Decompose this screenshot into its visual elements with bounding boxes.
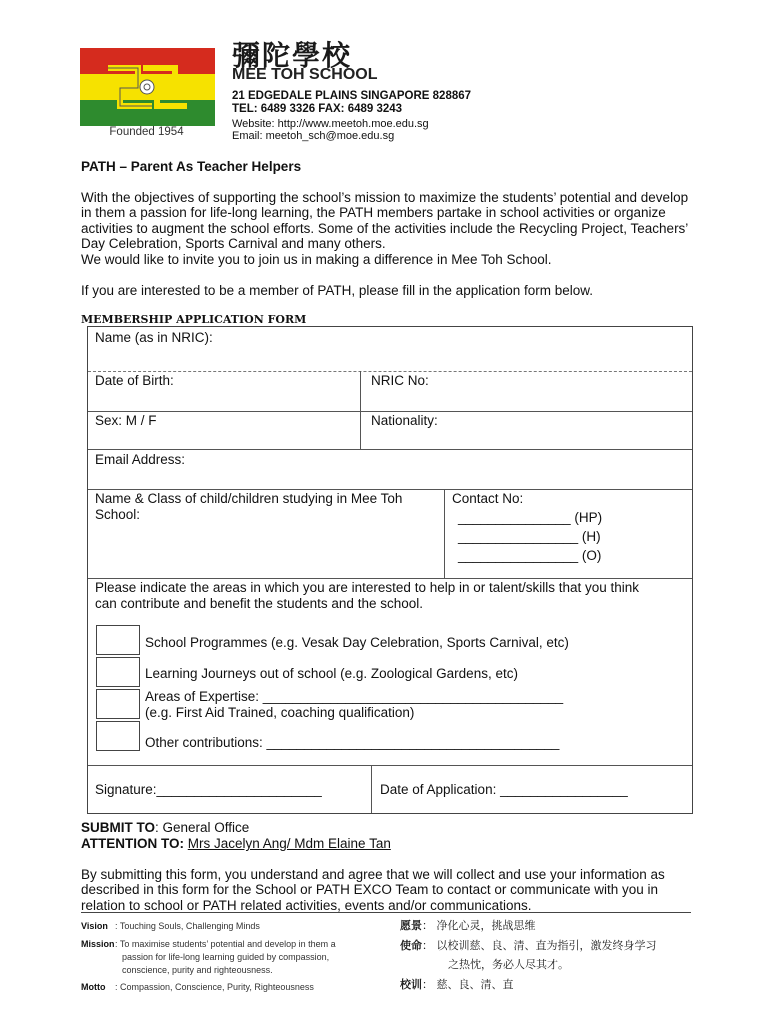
- option-checkbox-learning-journeys[interactable]: [96, 657, 140, 687]
- dob-field-label: Date of Birth:: [95, 373, 174, 388]
- attention-label: ATTENTION TO: [81, 836, 180, 851]
- membership-form: [87, 326, 693, 814]
- invite-text: We would like to invite you to join us in making a difference in Mee Toh School.: [81, 251, 552, 267]
- areas-prompt: Please indicate the areas in which you are interested to help in or talent/skills that you think: [95, 580, 640, 595]
- option-checkbox-expertise[interactable]: [96, 689, 140, 719]
- contact-home: ________________ (H): [458, 529, 601, 544]
- school-name-english: MEE TOH SCHOOL: [232, 66, 378, 83]
- cn-motto: 校训： 慈、良、清、直: [400, 978, 514, 991]
- cn-mission: 使命： 以校训慈、良、清、直为指引，激发终身学习: [400, 939, 657, 952]
- school-email: Email: meetoh_sch@moe.edu.sg: [232, 130, 395, 142]
- fill-in-instruction: If you are interested to be a member of PATH, please fill in the application form below.: [81, 283, 594, 298]
- motto-text: : Compassion, Conscience, Purity, Righteousness: [115, 982, 314, 992]
- email-field-label: Email Address:: [95, 452, 186, 467]
- school-address: 21 EDGEDALE PLAINS SINGAPORE 828867: [232, 90, 472, 102]
- attention-value: Mrs Jacelyn Ang/ Mdm Elaine Tan: [187, 836, 391, 851]
- child-field-label: Name & Class of child/children studying in Mee Toh: [95, 491, 403, 506]
- founded-label: Founded 1954: [109, 126, 184, 138]
- contact-hp: _______________ (HP): [458, 510, 603, 525]
- submit-to-value: : General Office: [155, 820, 250, 835]
- school-tel-fax: TEL: 6489 3326 FAX: 6489 3243: [232, 103, 403, 115]
- vision-label: Vision: [81, 921, 108, 931]
- option-expertise-note: (e.g. First Aid Trained, coaching qualification): [145, 705, 415, 720]
- nationality-field-label: Nationality:: [371, 413, 438, 428]
- date-of-application-label: Date of Application: _________________: [380, 782, 628, 797]
- option-checkbox-other[interactable]: [96, 721, 140, 751]
- option-checkbox-school-programmes[interactable]: [96, 625, 140, 655]
- mission-text-3: conscience, purity and righteousness.: [122, 965, 273, 975]
- option-school-programmes: School Programmes (e.g. Vesak Day Celebration, Sports Carnival, etc): [145, 635, 569, 650]
- areas-prompt-2: can contribute and benefit the students and the school.: [95, 596, 423, 611]
- option-other: Other contributions: _______________________________________: [145, 735, 560, 750]
- nric-field-label: NRIC No:: [371, 373, 429, 388]
- option-expertise: Areas of Expertise: ________________________________________: [145, 689, 564, 704]
- cn-vision: 愿景： 净化心灵，挑战思维: [400, 919, 536, 932]
- mission-label: Mission: [81, 939, 115, 949]
- signature-field-label: Signature:______________________: [95, 782, 322, 797]
- vision-text: : Touching Souls, Challenging Minds: [115, 921, 260, 931]
- contact-field-label: Contact No:: [452, 491, 524, 506]
- motto-label: Motto: [81, 982, 106, 992]
- cn-mission-2: 之热忱，务必人尽其才。: [448, 958, 569, 971]
- submit-to-label: SUBMIT TO: [81, 820, 155, 835]
- school-website: Website: http://www.meetoh.moe.edu.sg: [232, 118, 429, 130]
- sex-field-label: Sex: M / F: [95, 413, 157, 428]
- privacy-notice: By submitting this form, you understand and agree that we will collect and use your information as described in this form for the School or PATH EXCO Team to contact or communicate with you in relation to school or PATH related activities, events and/or communications.: [81, 867, 665, 913]
- option-learning-journeys: Learning Journeys out of school (e.g. Zoological Gardens, etc): [145, 666, 518, 681]
- intro-paragraph: [81, 190, 701, 267]
- mission-text-1: : To maximise students’ potential and develop in them a: [115, 939, 336, 949]
- path-heading: PATH – Parent As Teacher Helpers: [81, 159, 302, 174]
- submit-info: SUBMIT TO: General Office ATTENTION TO: Mrs Jacelyn Ang/ Mdm Elaine Tan: [81, 820, 391, 851]
- mission-text-2: passion for life-long learning guided by compassion,: [122, 952, 330, 962]
- name-field-label: Name (as in NRIC):: [95, 330, 213, 345]
- footer-divider: [81, 912, 691, 913]
- school-name-chinese: 彌陀學校: [232, 39, 353, 72]
- child-field-label-2: School:: [95, 507, 141, 522]
- contact-office: ________________ (O): [458, 548, 602, 563]
- form-title: MEMBERSHIP APPLICATION FORM: [81, 313, 307, 326]
- intro-text: With the objectives of supporting the school’s mission to maximize the students’ potential and develop in them a passion for life-long learning, the PATH members partake in school activities or organize activities to augment the school efforts. Some of the activities include the Recycling Project, Teachers’ Day Celebration, Sports Carnival and many others.: [81, 190, 689, 252]
